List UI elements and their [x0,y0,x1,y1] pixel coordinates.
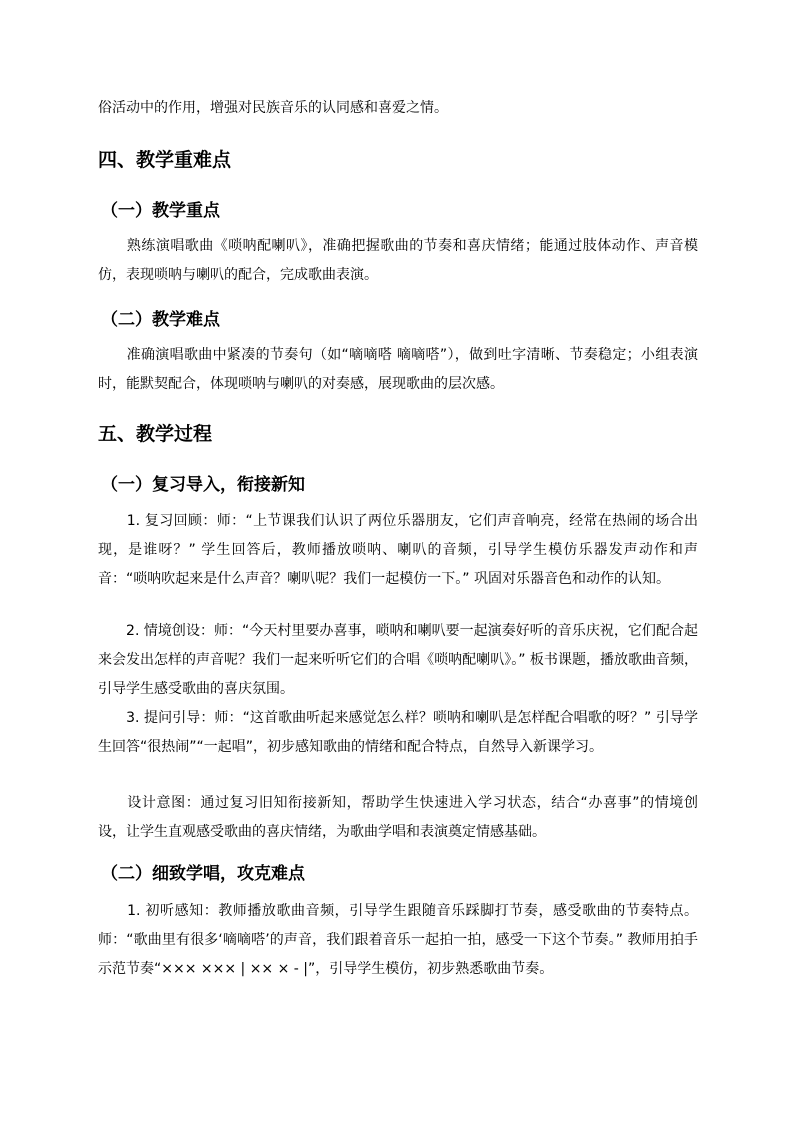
subheading-detailed-learning: （二）细致学唱，攻克难点 [101,864,305,884]
section-heading-5: 五、教学过程 [98,423,213,445]
subheading-difficulties: （二）教学难点 [101,310,220,330]
paragraph-key-points: 熟练演唱歌曲《唢呐配喇叭》，准确把握歌曲的节奏和喜庆情绪；能通过肢体动作、声音模仿，表现唢呐与喇叭的配合，完成歌曲表演。 [98,238,698,283]
subheading-key-points: （一）教学重点 [101,201,220,221]
section-heading-4: 四、教学重难点 [98,149,232,171]
paragraph-review: 1. 复习回顾：师：“上节课我们认识了两位乐器朋友，它们声音响亮，经常在热闹的场合出现，是谁呀？” 学生回答后，教师播放唢呐、喇叭的音频，引导学生模仿乐器发声动作和声音：“唢呐吹起来是什么声音？喇叭呢？我们一起模仿一下。” 巩固对乐器音色和动作的认知。 [98,513,698,587]
subheading-review-intro: （一）复习导入，衔接新知 [101,475,305,495]
paragraph-difficulties: 准确演唱歌曲中紧凑的节奏句（如“嘀嘀嗒 嘀嘀嗒”），做到吐字清晰、节奏稳定；小组表演时，能默契配合，体现唢呐与喇叭的对奏感，展现歌曲的层次感。 [98,347,698,392]
paragraph-first-listening: 1. 初听感知：教师播放歌曲音频，引导学生跟随音乐踩脚打节奏，感受歌曲的节奏特点。师：“歌曲里有很多‘嘀嘀嗒’的声音，我们跟着音乐一起拍一拍，感受一下这个节奏。” 教师用拍手示范节奏“××× ××× | ×× × - |”，引导学生模仿，初步熟悉歌曲节奏。 [98,903,698,977]
paragraph-scenario: 2. 情境创设：师：“今天村里要办喜事，唢呐和喇叭要一起演奏好听的音乐庆祝，它们配合起来会发出怎样的声音呢？我们一起来听听它们的合唱《唢呐配喇叭》。” 板书课题，播放歌曲音频，引导学生感受歌曲的喜庆氛围。 [98,623,698,697]
paragraph-intro-continuation: 俗活动中的作用，增强对民族音乐的认同感和喜爱之情。 [98,100,448,116]
paragraph-design-intent: 设计意图：通过复习旧知衔接新知，帮助学生快速进入学习状态，结合“办喜事”的情境创设，让学生直观感受歌曲的喜庆情绪，为歌曲学唱和表演奠定情感基础。 [98,795,698,840]
paragraph-questioning: 3. 提问引导：师：“这首歌曲听起来感觉怎么样？唢呐和喇叭是怎样配合唱歌的呀？” 引导学生回答“很热闹”“一起唱”，初步感知歌曲的情绪和配合特点，自然导入新课学习。 [98,710,698,755]
